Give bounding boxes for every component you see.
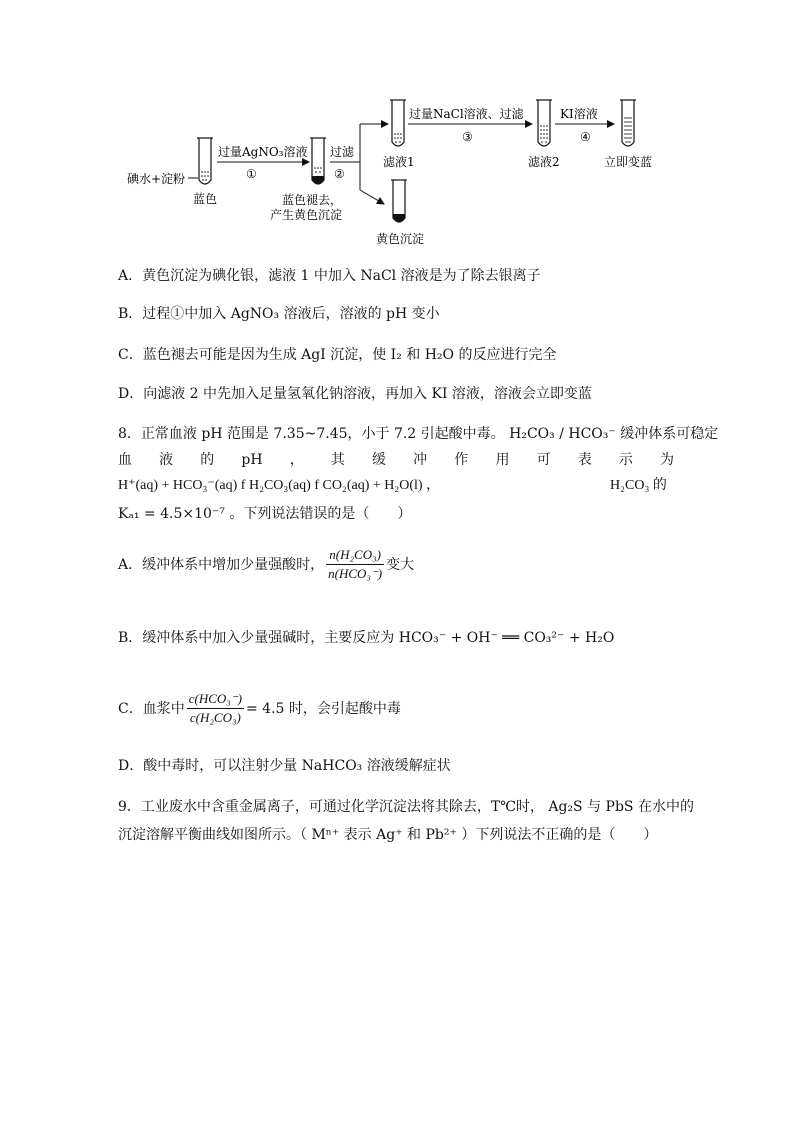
test-tube-filtrate-1 [390,100,406,146]
q8-line2-char: 血 [118,452,132,468]
q8-option-a-denominator: n(HCO₃⁻) [328,566,383,581]
q8-line2-char: 表 [577,452,592,468]
q8-line2-char: pH [241,452,263,468]
q8-option-a-suffix: 变大 [386,556,415,573]
q8-option-a-fraction [326,546,384,583]
label-fade-line1: 蓝色褪去， [282,193,343,207]
test-tube-blue [197,138,213,184]
q8-option-c-numerator: c(HCO₃⁻) [187,690,244,709]
q7-option-b: B．过程①中加入 AgNO₃ 溶液后，溶液的 pH 变小 [118,306,440,322]
q8-line2-char: 为 [660,452,674,468]
label-filtrate-1: 滤液1 [383,155,415,169]
label-filtrate-2: 滤液2 [528,155,560,169]
q8-stem-line4: Kₐ₁ = 4.5×10⁻⁷ 。下列说法错误的是（ ） [118,506,412,522]
q8-option-c-fraction [187,690,244,727]
experiment-flow-diagram [0,0,794,260]
label-reagent: 碘水+淀粉 [127,172,186,186]
q8-h2co3-label: H₂CO₃ 的 [610,478,667,493]
q7-option-c: C．蓝色褪去可能是因为生成 AgI 沉淀，使 I₂ 和 H₂O 的反应进行完全 [118,347,557,363]
q8-option-c-prefix: C．血浆中 [118,700,185,717]
q8-line2-char: 作 [454,452,469,468]
q9-stem-line1: 9．工业废水中含重金属离子，可通过化学沉淀法将其除去，T℃时， Ag₂S 与 PbS 在水中的 [118,799,694,815]
q8-option-a [118,546,414,583]
q8-option-c-denominator: c(H₂CO₃) [189,710,241,725]
label-blue: 蓝色 [193,192,218,206]
q8-line2-char: 可 [536,452,551,468]
q8-line2-char: 的 [200,452,215,468]
q8-line2-char: 冲 [413,452,428,468]
test-tube-yellow-precipitate-2 [391,180,407,222]
q8-line2-char: 用 [495,452,510,468]
step1-reagent: 过量AgNO₃溶液 [218,145,308,159]
q7-option-d: D．向滤液 2 中先加入足量氢氧化钠溶液，再加入 KI 溶液，溶液会立即变蓝 [118,386,592,402]
q8-line2-char: 液 [159,452,174,468]
step2-number: ② [334,167,345,181]
q8-line2-char: 其 [330,452,345,468]
q9-stem-line2: 沉淀溶解平衡曲线如图所示。（ Mⁿ⁺ 表示 Ag⁺ 和 Pb²⁺ ）下列说法不正确的是（ ） [118,827,658,843]
q8-stem-line1: 8．正常血液 pH 范围是 7.35~7.45，小于 7.2 引起酸中毒。 H₂CO₃ / HCO₃⁻ 缓冲体系可稳定 [118,426,719,442]
test-tube-yellow-precipitate [310,138,326,184]
step3-number: ③ [462,130,473,144]
test-tube-filtrate-2 [536,100,552,146]
q8-equilibrium-equation: H⁺(aq) + HCO₃⁻(aq) f H₂CO₃(aq) f CO₂(aq) + H₂O(l) ， [118,478,441,493]
label-yellow-precipitate: 黄色沉淀 [376,232,425,246]
q8-option-a-prefix: A．缓冲体系中增加少量强酸时， [118,556,325,573]
q8-option-c-suffix: = 4.5 时，会引起酸中毒 [245,700,401,717]
step1-number: ① [246,167,257,181]
step3-reagent: 过量NaCl溶液、过滤 [409,107,524,121]
q8-option-a-numerator: n(H₂CO₃) [326,546,384,565]
q8-stem-line2 [118,450,674,470]
q8-option-d: D．酸中毒时，可以注射少量 NaHCO₃ 溶液缓解症状 [118,758,451,774]
step4-reagent: KI溶液 [560,107,598,121]
label-fade-line2: 产生黄色沉淀 [270,208,343,222]
test-tube-turns-blue [620,100,636,146]
q8-line2-char: 示 [618,452,633,468]
q7-option-a: A．黄色沉淀为碘化银，滤液 1 中加入 NaCl 溶液是为了除去银离子 [118,268,541,284]
label-turn-blue: 立即变蓝 [604,155,653,169]
q8-option-c [118,690,401,727]
step4-number: ④ [580,130,591,144]
q8-line2-char: 缓 [372,452,387,468]
q8-line2-char: ， [289,452,304,468]
q8-option-b: B．缓冲体系中加入少量强碱时，主要反应为 HCO₃⁻ + OH⁻ ══ CO₃²⁻ + H₂O [118,630,615,646]
step2-reagent: 过滤 [330,145,355,159]
